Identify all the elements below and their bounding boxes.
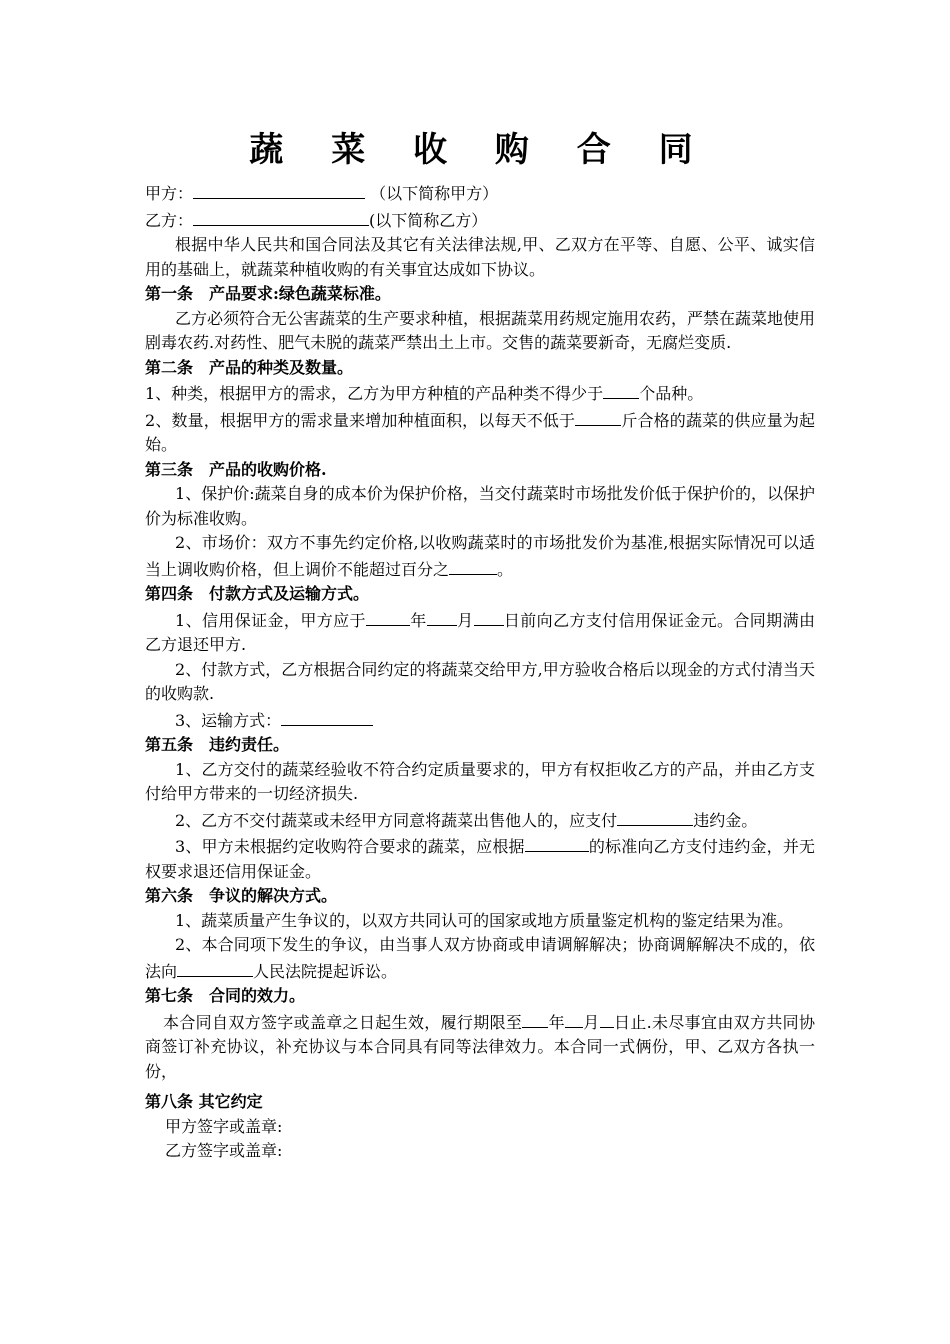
article-6-item-2 xyxy=(145,933,815,984)
article-2-item-2-end: 斤合格的蔬菜的供应量为起始。 xyxy=(145,410,815,454)
article-7-text xyxy=(145,1009,815,1085)
party-a-line xyxy=(145,180,815,207)
article-5-item-2-text: 2、乙方不交付蔬菜或未经甲方同意将蔬菜出售他人的，应支付 xyxy=(175,810,618,830)
article-3-item-2-end: 。 xyxy=(497,559,514,579)
article-5-item-3-text: 3、甲方未根据约定收购符合要求的蔬菜，应根据 xyxy=(175,837,525,856)
article-2-item-1-end: 个品种。 xyxy=(639,384,704,403)
article-6-item-2-end: 人民法院提起诉讼。 xyxy=(253,961,398,981)
article-5-heading: 第五条 违约责任。 xyxy=(145,735,290,754)
article-2-item-2-text: 2、数量，根据甲方的需求量来增加种植面积，以每天不低于 xyxy=(145,410,576,430)
article-1-heading: 第一条 产品要求:绿色蔬菜标准。 xyxy=(145,284,391,303)
term-month-label: 月 xyxy=(582,1012,600,1032)
party-b-blank[interactable] xyxy=(193,207,369,226)
party-b-note: (以下简称乙方） xyxy=(369,210,488,230)
article-4-item-3-text: 3、运输方式： xyxy=(175,710,282,730)
article-6-heading: 第六条 争议的解决方式。 xyxy=(145,886,338,905)
article-1-text: 乙方必须符合无公害蔬菜的生产要求种植，根据蔬菜用药规定施用农药，严禁在蔬菜地使用剧毒农药.对药性、肥气未脱的蔬菜严禁出土上市。交售的蔬菜要新奇，无腐烂变质. xyxy=(145,308,816,352)
article-6-item-2-text: 2、本合同项下发生的争议，由当事人双方协商或申请调解解决；协商调解解决不成的，依法向 xyxy=(145,935,815,981)
party-b-label: 乙方： xyxy=(145,210,194,230)
article-4-item-1 xyxy=(145,607,815,658)
article-3-heading: 第三条 产品的收购价格. xyxy=(145,459,327,479)
article-5-item-2-end: 违约金。 xyxy=(693,810,758,830)
party-a-note: （以下简称甲方） xyxy=(370,184,499,203)
article-3-item-1: 1、保护价:蔬菜自身的成本价为保护价格，当交付蔬菜时市场批发价低于保护价的，以保护价为标准收购。 xyxy=(145,484,815,528)
article-2-heading: 第二条 产品的种类及数量。 xyxy=(145,357,354,377)
penalty-amount-blank[interactable] xyxy=(617,807,693,826)
year-label: 年 xyxy=(409,610,427,630)
article-6-item-1: 1、蔬菜质量产生争议的，以双方共同认可的国家或地方质量鉴定机构的鉴定结果为准。 xyxy=(175,910,794,930)
article-5-item-3 xyxy=(145,833,815,884)
term-year-blank[interactable] xyxy=(522,1009,548,1028)
intro-paragraph: 根据中华人民共和国合同法及其它有关法律法规,甲、乙双方在平等、自愿、公平、诚实信用的基础上，就蔬菜种植收购的有关事宜达成如下协议。 xyxy=(145,235,815,279)
party-a-blank[interactable] xyxy=(193,180,365,199)
article-5-item-1: 1、乙方交付的蔬菜经验收不符合约定质量要求的，甲方有权拒收乙方的产品，并由乙方支付给甲方带来的一切经济损失. xyxy=(145,759,815,803)
article-5-item-3-end: 的标准向乙方支付违约金，并无权要求退还信用保证金。 xyxy=(145,837,815,881)
penalty-standard-blank[interactable] xyxy=(525,833,589,852)
daily-quantity-blank[interactable] xyxy=(575,407,621,426)
term-month-blank[interactable] xyxy=(565,1009,583,1028)
contract-page xyxy=(145,128,815,1164)
variety-count-blank[interactable] xyxy=(603,380,639,399)
term-year-label: 年 xyxy=(548,1012,565,1032)
court-name-blank[interactable] xyxy=(177,958,253,977)
month-label: 月 xyxy=(456,610,474,630)
transport-method-blank[interactable] xyxy=(281,707,373,726)
document-title: 蔬 菜 收 购 合 同 xyxy=(249,130,711,170)
party-b-signature: 乙方签字或盖章: xyxy=(165,1141,283,1160)
article-4-heading: 第四条 付款方式及运输方式。 xyxy=(145,584,370,603)
article-2-item-2 xyxy=(145,407,815,458)
article-2-item-1-text: 1、种类，根据甲方的需求，乙方为甲方种植的产品种类不得少于 xyxy=(145,384,604,403)
article-4-item-3 xyxy=(145,707,815,734)
article-3-item-2-text: 2、市场价：双方不事先约定价格,以收购蔬菜时的市场批发价为基准,根据实际情况可以适当上调收购价格，但上调价不能超过百分之 xyxy=(145,533,815,579)
deposit-day-blank[interactable] xyxy=(474,607,504,626)
deposit-month-blank[interactable] xyxy=(427,607,457,626)
article-4-item-1-end: 日前向乙方支付信用保证金元。合同期满由乙方退还甲方. xyxy=(145,610,815,654)
percent-cap-blank[interactable] xyxy=(449,556,497,575)
article-8-heading: 第八条 其它约定 xyxy=(145,1092,263,1111)
term-day-blank[interactable] xyxy=(600,1009,614,1028)
article-7-text-start: 本合同自双方签字或盖章之日起生效，履行期限至 xyxy=(163,1012,523,1032)
article-4-item-1-text: 1、信用保证金，甲方应于 xyxy=(175,610,366,630)
article-7-heading: 第七条 合同的效力。 xyxy=(145,986,306,1005)
article-3-item-2 xyxy=(145,531,815,582)
party-a-label: 甲方： xyxy=(145,184,194,203)
article-4-item-2: 2、付款方式，乙方根据合同约定的将蔬菜交给甲方,甲方验收合格后以现金的方式付清当天的收购款. xyxy=(145,659,815,703)
article-2-item-1 xyxy=(145,380,815,407)
party-a-signature: 甲方签字或盖章: xyxy=(165,1116,283,1136)
deposit-year-blank[interactable] xyxy=(366,607,410,626)
article-5-item-2 xyxy=(145,807,815,834)
party-b-line xyxy=(145,207,815,234)
article-7-text-end: 日止.未尽事宜由双方共同协商签订补充协议，补充协议与本合同具有同等法律效力。本合同一式俩份，甲、乙双方各执一份， xyxy=(145,1012,815,1081)
